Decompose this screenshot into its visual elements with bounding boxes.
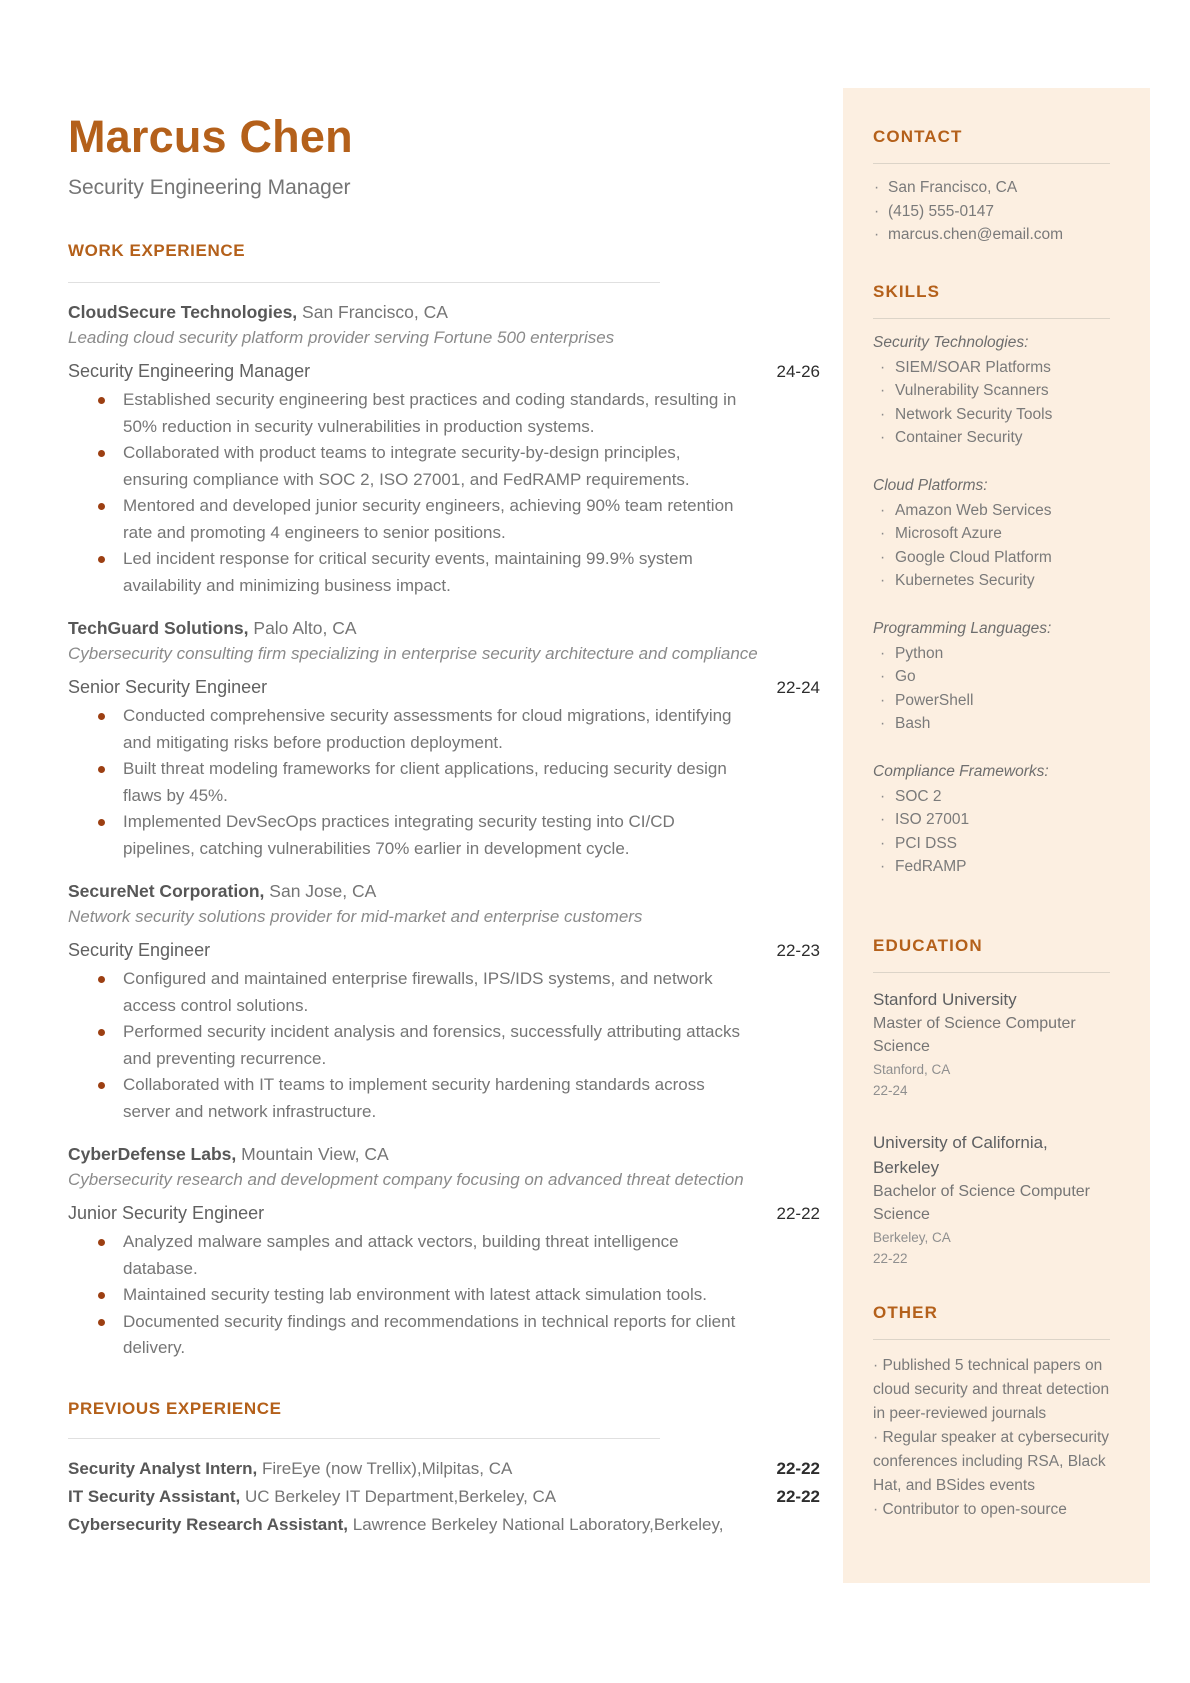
previous-role: Cybersecurity Research Assistant, [68,1514,349,1534]
skill-item: · SOC 2 [873,785,1110,809]
job-title-row [68,357,820,385]
skill-item: · Network Security Tools [873,403,1110,427]
work-experience-heading: WORK EXPERIENCE [68,241,246,260]
divider [873,1339,1110,1340]
skills-list [873,785,1110,879]
divider [873,972,1110,973]
job-bullet: Conducted comprehensive security assessments for cloud migrations, identifying and mitigating risks before production deployment. [68,703,820,756]
skill-item: · Go [873,665,1110,689]
other-section [873,1302,1110,1522]
job-dates: 24-26 [776,362,820,381]
job-title-row [68,1199,820,1227]
job-bullet: Maintained security testing lab environment with latest attack simulation tools. [68,1282,820,1309]
contact-item-phone: · (415) 555-0147 [873,200,1110,224]
company-description: Network security solutions provider for mid-market and enterprise customers [68,907,643,926]
contact-heading: CONTACT [873,127,963,146]
divider [873,163,1110,164]
skill-item: · Microsoft Azure [873,522,1110,546]
previous-dates: 22-22 [776,1458,820,1478]
job-bullet: Documented security findings and recommendations in technical reports for client delivery. [68,1309,820,1362]
school-name: University of California, Berkeley [873,1132,1048,1177]
skill-item: · Container Security [873,426,1110,450]
skills-list [873,356,1110,450]
candidate-name: Marcus Chen [68,111,353,162]
skill-item: · FedRAMP [873,855,1110,879]
company-location: Mountain View, CA [236,1144,389,1164]
company-row [68,299,820,325]
job-dates: 22-23 [776,941,820,960]
job-bullet: Configured and maintained enterprise firewalls, IPS/IDS systems, and network access control solutions. [68,966,820,1019]
skills-group-label: Programming Languages: [873,619,1052,637]
job-bullets [68,387,820,599]
previous-experience-row [68,1511,820,1539]
education-entry [873,1130,1110,1270]
skill-item: · PCI DSS [873,832,1110,856]
job-bullet: Collaborated with product teams to integrate security-by-design principles, ensuring compliance with SOC 2, ISO 27001, and FedRAMP requirements. [68,440,820,493]
school-location: Berkeley, CA [873,1229,951,1245]
previous-experience-heading: PREVIOUS EXPERIENCE [68,1398,282,1418]
skill-item: · SIEM/SOAR Platforms [873,356,1110,380]
divider [873,318,1110,319]
job-bullet: Analyzed malware samples and attack vectors, building threat intelligence database. [68,1229,820,1282]
school-dates: 22-24 [873,1083,908,1098]
sidebar-panel [843,88,1150,1583]
school-dates: 22-22 [873,1251,908,1266]
job-bullet: Led incident response for critical security events, maintaining 99.9% system availability and minimizing business impact. [68,546,820,599]
job-bullet: Built threat modeling frameworks for client applications, reducing security design flaws by 45%. [68,756,820,809]
job-entry [68,1141,820,1362]
company-name: TechGuard Solutions, [68,618,249,638]
company-name: CloudSecure Technologies, [68,302,298,322]
company-name: CyberDefense Labs, [68,1144,237,1164]
job-entry [68,615,820,862]
previous-role: Security Analyst Intern, [68,1458,258,1478]
job-bullet: Collaborated with IT teams to implement security hardening standards across server and network infrastructure. [68,1072,820,1125]
company-location: Palo Alto, CA [248,618,357,638]
other-list [873,1354,1110,1522]
school-name: Stanford University [873,989,1017,1009]
job-bullet: Implemented DevSecOps practices integrating security testing into CI/CD pipelines, catching vulnerabilities 70% earlier in development cycle. [68,809,820,862]
skill-item: · Google Cloud Platform [873,546,1110,570]
previous-org: FireEye (now Trellix),Milpitas, CA [257,1458,513,1478]
skills-group-label: Security Technologies: [873,333,1029,351]
previous-experience-row [68,1483,820,1511]
contact-item-location: · San Francisco, CA [873,176,1110,200]
other-item: · Published 5 technical papers on cloud security and threat detection in peer-reviewed journals [873,1354,1110,1426]
education-section [873,935,1110,1270]
job-title: Junior Security Engineer [68,1203,265,1223]
job-entry [68,299,820,599]
skills-group-label: Cloud Platforms: [873,476,988,494]
job-entry [68,878,820,1125]
candidate-title: Security Engineering Manager [68,176,351,199]
job-title-row [68,936,820,964]
skill-item: · ISO 27001 [873,808,1110,832]
school-degree: Bachelor of Science Computer Science [873,1182,1090,1223]
previous-role: IT Security Assistant, [68,1486,241,1506]
job-bullets [68,966,820,1125]
previous-experience-row [68,1455,820,1483]
contact-list [873,176,1110,247]
job-bullet: Mentored and developed junior security engineers, achieving 90% team retention rate and promoting 4 engineers to senior positions. [68,493,820,546]
other-item: · Regular speaker at cybersecurity conferences including RSA, Black Hat, and BSides events [873,1426,1110,1498]
school-location: Stanford, CA [873,1061,951,1077]
skill-item: · Python [873,642,1110,666]
company-row [68,615,820,641]
company-description: Cybersecurity research and development company focusing on advanced threat detection [68,1170,744,1189]
skills-list [873,642,1110,736]
skills-list [873,499,1110,593]
divider [68,1438,660,1439]
company-description: Cybersecurity consulting firm specializing in enterprise security architecture and compliance [68,644,758,663]
job-bullets [68,703,820,862]
divider [68,282,660,283]
previous-org: Lawrence Berkeley National Laboratory,Berkeley, [348,1514,724,1534]
company-location: San Francisco, CA [297,302,448,322]
company-row [68,878,820,904]
job-bullet: Established security engineering best practices and coding standards, resulting in 50% reduction in security vulnerabilities in production systems. [68,387,820,440]
skills-section [873,281,1110,879]
job-title: Security Engineering Manager [68,361,311,381]
previous-dates: 22-22 [776,1486,820,1506]
contact-section [873,126,1110,247]
previous-org: UC Berkeley IT Department,Berkeley, CA [240,1486,557,1506]
education-heading: EDUCATION [873,935,983,955]
main-column [68,100,820,1539]
skill-item: · Vulnerability Scanners [873,379,1110,403]
job-bullets [68,1229,820,1362]
skill-item: · Kubernetes Security [873,569,1110,593]
skills-group-label: Compliance Frameworks: [873,762,1049,780]
skills-heading: SKILLS [873,281,941,301]
skill-item: · Bash [873,712,1110,736]
job-bullet: Performed security incident analysis and forensics, successfully attributing attacks and preventing recurrence. [68,1019,820,1072]
contact-item-email: · marcus.chen@email.com [873,223,1110,247]
skill-item: · PowerShell [873,689,1110,713]
previous-experience-rows [68,1455,820,1539]
other-item: · Contributor to open-source [873,1498,1110,1522]
company-name: SecureNet Corporation, [68,881,265,901]
job-title: Senior Security Engineer [68,677,268,697]
company-location: San Jose, CA [264,881,377,901]
job-dates: 22-24 [776,678,820,697]
education-entry [873,987,1110,1102]
school-degree: Master of Science Computer Science [873,1014,1076,1055]
other-heading: OTHER [873,1302,938,1322]
job-title: Security Engineer [68,940,211,960]
company-description: Leading cloud security platform provider serving Fortune 500 enterprises [68,328,615,347]
job-title-row [68,673,820,701]
job-dates: 22-22 [776,1204,820,1223]
company-row [68,1141,820,1167]
skill-item: · Amazon Web Services [873,499,1110,523]
